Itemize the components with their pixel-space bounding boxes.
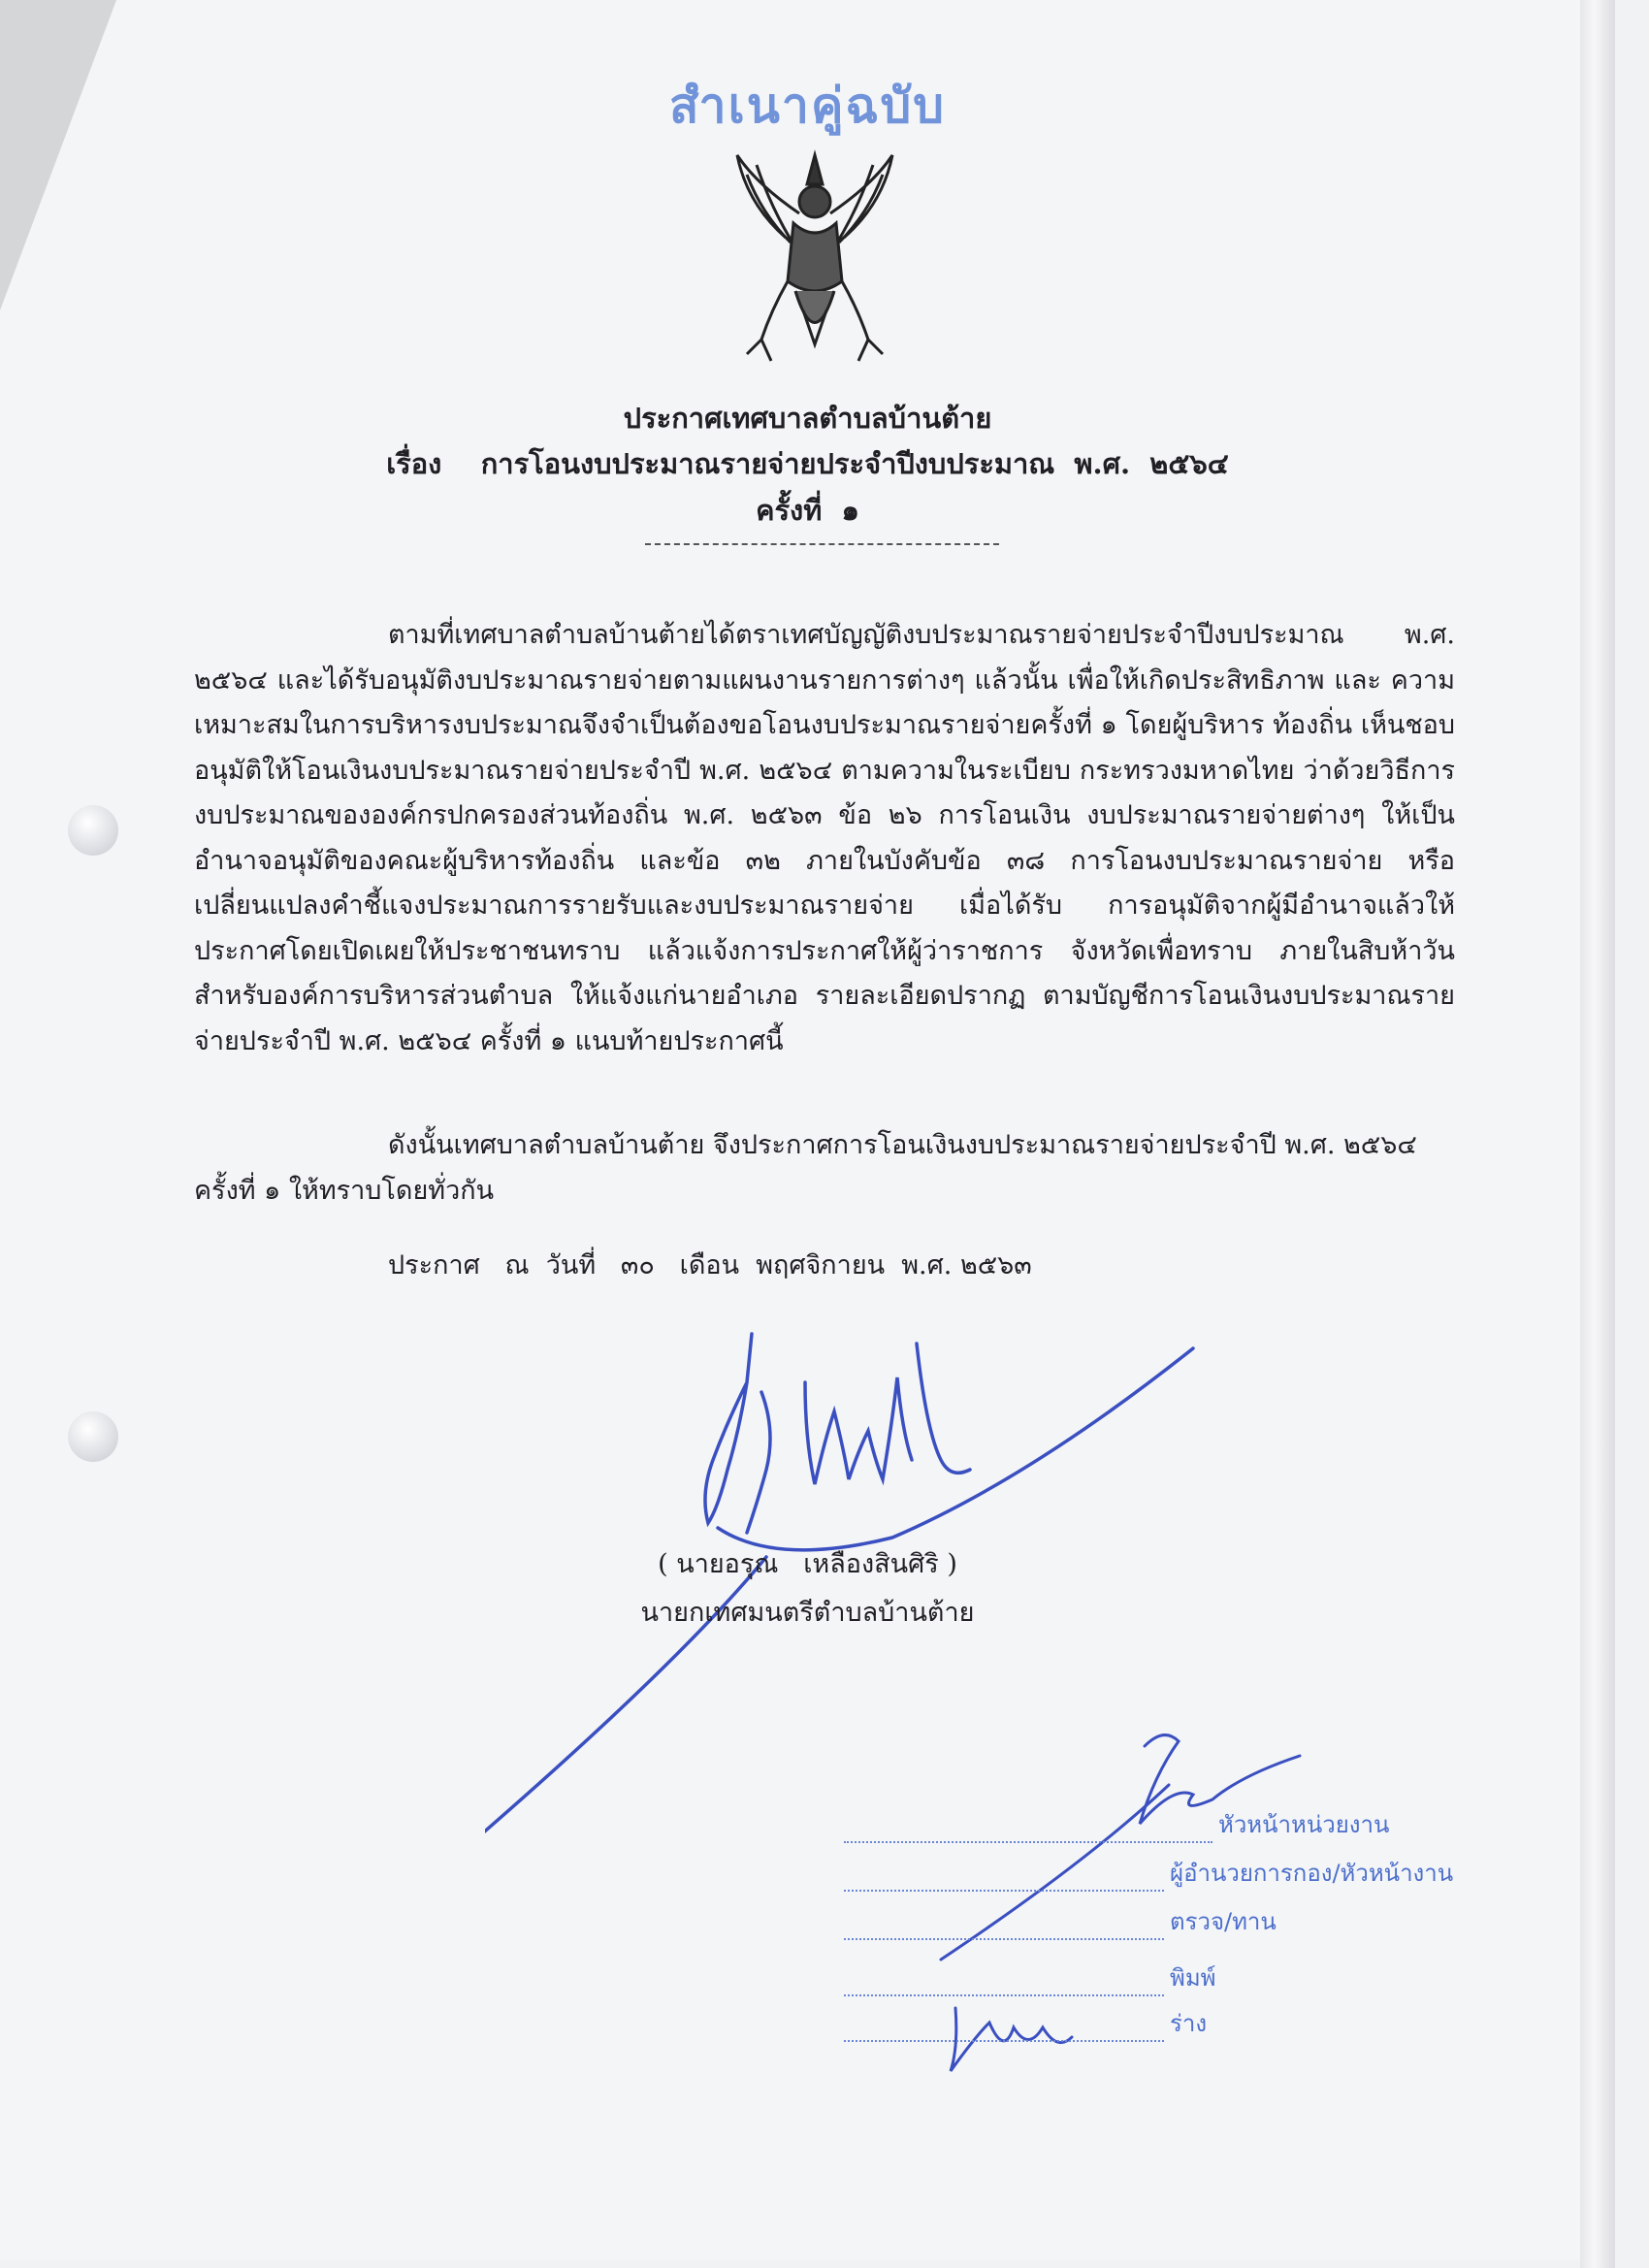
- subject-text: การโอนงบประมาณรายจ่ายประจำปีงบประมาณ พ.ศ. ๒๕๖๔: [480, 447, 1229, 480]
- subject-line: [0, 441, 1615, 486]
- cert-line-division-director: [844, 1860, 1454, 1892]
- copy-stamp: สำเนาคู่ฉบับ: [669, 78, 946, 134]
- announcement-title: ประกาศเทศบาลตำบลบ้านต้าย: [623, 402, 992, 435]
- cert-label: พิมพ์: [1170, 1964, 1216, 1992]
- cert-label: ตรวจ/ทาน: [1170, 1908, 1277, 1935]
- body-paragraph-1: ตามที่เทศบาลตำบลบ้านต้ายได้ตราเทศบัญญัติงบประมาณรายจ่ายประจำปีงบประมาณ พ.ศ. ๒๕๖๔ และได้รับอนุมัติงบประมาณรายจ่ายตามแผนงานรายการต่างๆ แล้วนั้น เพื่อให้เกิดประสิทธิภาพ และ ความเหมาะสมในการบริหารงบประมาณจึงจำเป็นต้องขอโอนงบประมาณรายจ่ายครั้งที่ ๑ โดยผู้บริหาร ท้องถิ่น เห็นชอบอนุมัติให้โอนเงินงบประมาณรายจ่ายประจำปี พ.ศ. ๒๕๖๔ ตามความในระเบียบ กระทรวงมหาดไทย ว่าด้วยวิธีการงบประมาณขององค์กรปกครองส่วนท้องถิ่น พ.ศ. ๒๕๖๓ ข้อ ๒๖ การโอนเงิน งบประมาณรายจ่ายต่างๆ ให้เป็นอำนาจอนุมัติของคณะผู้บริหารท้องถิ่น และข้อ ๓๒ ภายในบังคับข้อ ๓๘ การโอนงบประมาณรายจ่าย หรือเปลี่ยนแปลงคำชี้แจงประมาณการรายรับและงบประมาณรายจ่าย เมื่อได้รับ การอนุมัติจากผู้มีอำนาจแล้วให้ประกาศโดยเปิดเผยให้ประชาชนทราบ แล้วแจ้งการประกาศให้ผู้ว่าราชการ จังหวัดเพื่อทราบ ภายในสิบห้าวัน สำหรับองค์การบริหารส่วนตำบล ให้แจ้งแก่นายอำเภอ รายละเอียดปรากฏ ตามบัญชีการโอนเงินงบประมาณรายจ่ายประจำปี พ.ศ. ๒๕๖๔ ครั้งที่ ๑ แนบท้ายประกาศนี้: [194, 620, 1455, 1056]
- folded-corner: [0, 0, 116, 310]
- cert-line-section-head: [844, 1811, 1390, 1843]
- cert-line-drafted: [844, 2010, 1208, 2042]
- signatory-position: นายกเทศมนตรีตำบลบ้านต้าย: [640, 1598, 975, 1628]
- body-paragraph-2: ดังนั้นเทศบาลตำบลบ้านต้าย จึงประกาศการโอนเงินงบประมาณรายจ่ายประจำปี พ.ศ. ๒๕๖๔ ครั้งที่ ๑ ให้ทราบโดยทั่วกัน: [194, 1130, 1417, 1206]
- garuda-emblem-icon: [718, 146, 912, 369]
- signatory-name: ( นายอรุณ เหลืองสินศิริ ): [658, 1549, 957, 1579]
- punch-hole: [68, 1411, 118, 1462]
- cert-line-reviewed: [844, 1908, 1277, 1940]
- cert-label: หัวหน้าหน่วยงาน: [1218, 1811, 1390, 1838]
- cert-label: ผู้อำนวยการกอง/หัวหน้างาน: [1170, 1860, 1454, 1887]
- punch-hole: [68, 805, 118, 856]
- issue-number: ครั้งที่ ๑: [756, 494, 859, 527]
- cert-label: ร่าง: [1170, 2010, 1208, 2037]
- certification-stamp: [844, 1717, 1504, 2076]
- cert-line-typed: [844, 1964, 1216, 1996]
- announcement-date: ประกาศ ณ วันที่ ๓๐ เดือน พฤศจิกายน พ.ศ. ๒๕๖๓: [388, 1250, 1032, 1280]
- stacked-pages-edge: [1580, 0, 1615, 2268]
- title-divider: [645, 543, 999, 545]
- subject-label: เรื่อง: [386, 447, 442, 480]
